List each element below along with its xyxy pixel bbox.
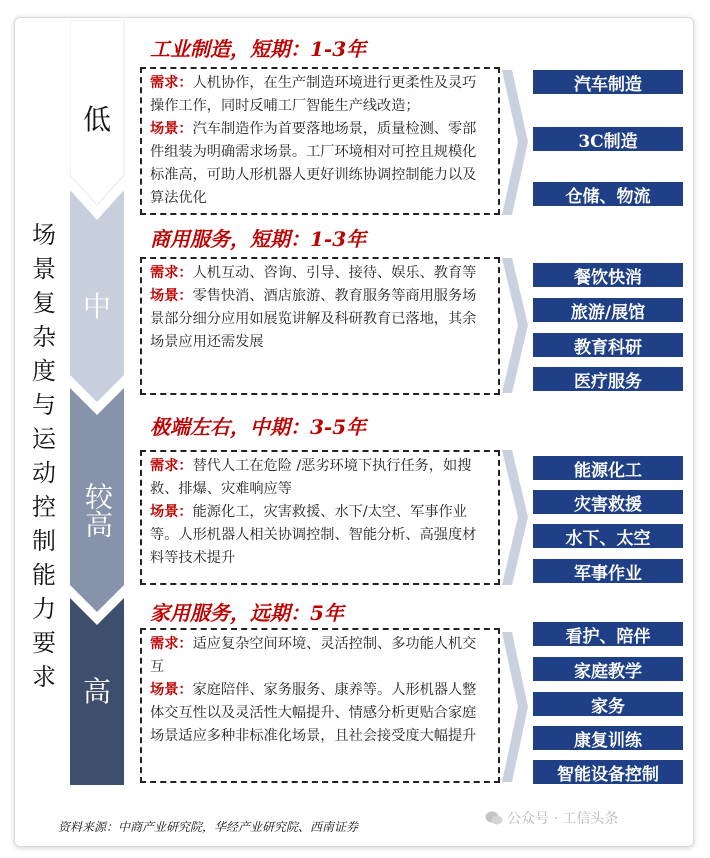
level-low: 低 (82, 103, 111, 136)
tag-care-companion: 看护、陪伴 (533, 622, 683, 646)
demand-key: 需求： (150, 75, 193, 91)
scene-text: 汽车制造作为首要落地场景，质量检测、零部件组装为明确需求场景。工厂环境相对可控且规模化标准高，可助人形机器人更好训练协调控制能力以及算法优化 (150, 121, 477, 206)
tag-underwater-space: 水下、太空 (533, 524, 683, 548)
scene-text: 零售快消、酒店旅游、教育服务等商用服务场景部分细分应用如展览讲解及科研教育已落地，其余场景应用还需发展 (150, 288, 477, 350)
tag-energy-chemical: 能源化工 (533, 456, 683, 480)
tag-housework: 家务 (533, 692, 683, 716)
tag-smart-device-control: 智能设备控制 (533, 760, 683, 784)
section-title-extreme: 极端左右，中期：3-5年 (150, 415, 367, 439)
section-text-industrial (140, 67, 500, 215)
scene-key: 场景： (150, 121, 193, 137)
arrow-commercial (502, 258, 528, 393)
tag-tourism-exhibition: 旅游/展馆 (533, 298, 683, 322)
arrow-industrial (502, 70, 528, 215)
level-high: 高 (82, 675, 111, 708)
demand-text: 替代人工在危险 /恶劣环境下执行任务，如搜救、排爆、灾难响应等 (150, 458, 472, 497)
watermark (485, 808, 618, 828)
tag-auto-manufacturing: 汽车制造 (533, 70, 683, 94)
section-title-household: 家用服务，远期：5年 (150, 601, 344, 625)
tag-disaster-rescue: 灾害救援 (533, 490, 683, 514)
tag-catering: 餐饮快消 (533, 263, 683, 287)
scene-key: 场景： (150, 288, 193, 304)
source-note: 资料来源：中商产业研究院，华经产业研究院、西南证券 (58, 820, 359, 834)
demand-text: 适应复杂空间环境、灵活控制、多功能人机交互 (150, 636, 477, 675)
arrow-household (502, 632, 528, 782)
demand-key: 需求： (150, 636, 193, 652)
scene-key: 场景： (150, 504, 193, 520)
wechat-icon (485, 811, 503, 825)
demand-key: 需求： (150, 265, 193, 281)
tag-education-research: 教育科研 (533, 333, 683, 357)
tag-warehouse-logistics: 仓储、物流 (533, 182, 683, 206)
demand-text: 人机协作，在生产制造环境进行更柔性及灵巧操作工作，同时反哺工厂智能生产线改造； (150, 75, 477, 114)
section-text-household (140, 628, 500, 783)
scene-text: 能源化工，灾害救援、水下/太空、军事作业等。人形机器人相关协调控制、智能分析、高强度材料等技术提升 (150, 504, 477, 566)
demand-key: 需求： (150, 458, 193, 474)
tag-rehabilitation: 康复训练 (533, 726, 683, 750)
scene-key: 场景： (150, 682, 193, 698)
watermark-text: 公众号 · 工信头条 (507, 811, 619, 827)
arrow-extreme (502, 450, 528, 585)
section-text-commercial (140, 257, 500, 395)
tag-home-teaching: 家庭教学 (533, 657, 683, 681)
tag-3c-manufacturing: 3C制造 (533, 127, 683, 151)
tag-medical-service: 医疗服务 (533, 367, 683, 391)
scene-text: 家庭陪伴、家务服务、康养等。人形机器人整体交互性以及灵活性大幅提升、情感分析更贴合家庭场景适应多种非标准化场景，且社会接受度大幅提升 (150, 682, 477, 744)
section-text-extreme (140, 450, 500, 585)
demand-text: 人机互动、咨询、引导、接待、娱乐、教育等 (192, 265, 477, 281)
tag-military: 军事作业 (533, 559, 683, 583)
axis-label: 场景复杂度与运动控制能力要求 (32, 221, 56, 691)
level-higher: 较高 (81, 482, 114, 538)
level-mid: 中 (82, 290, 111, 323)
section-title-industrial: 工业制造，短期：1-3年 (150, 37, 367, 61)
section-title-commercial: 商用服务，短期：1-3年 (150, 227, 367, 251)
